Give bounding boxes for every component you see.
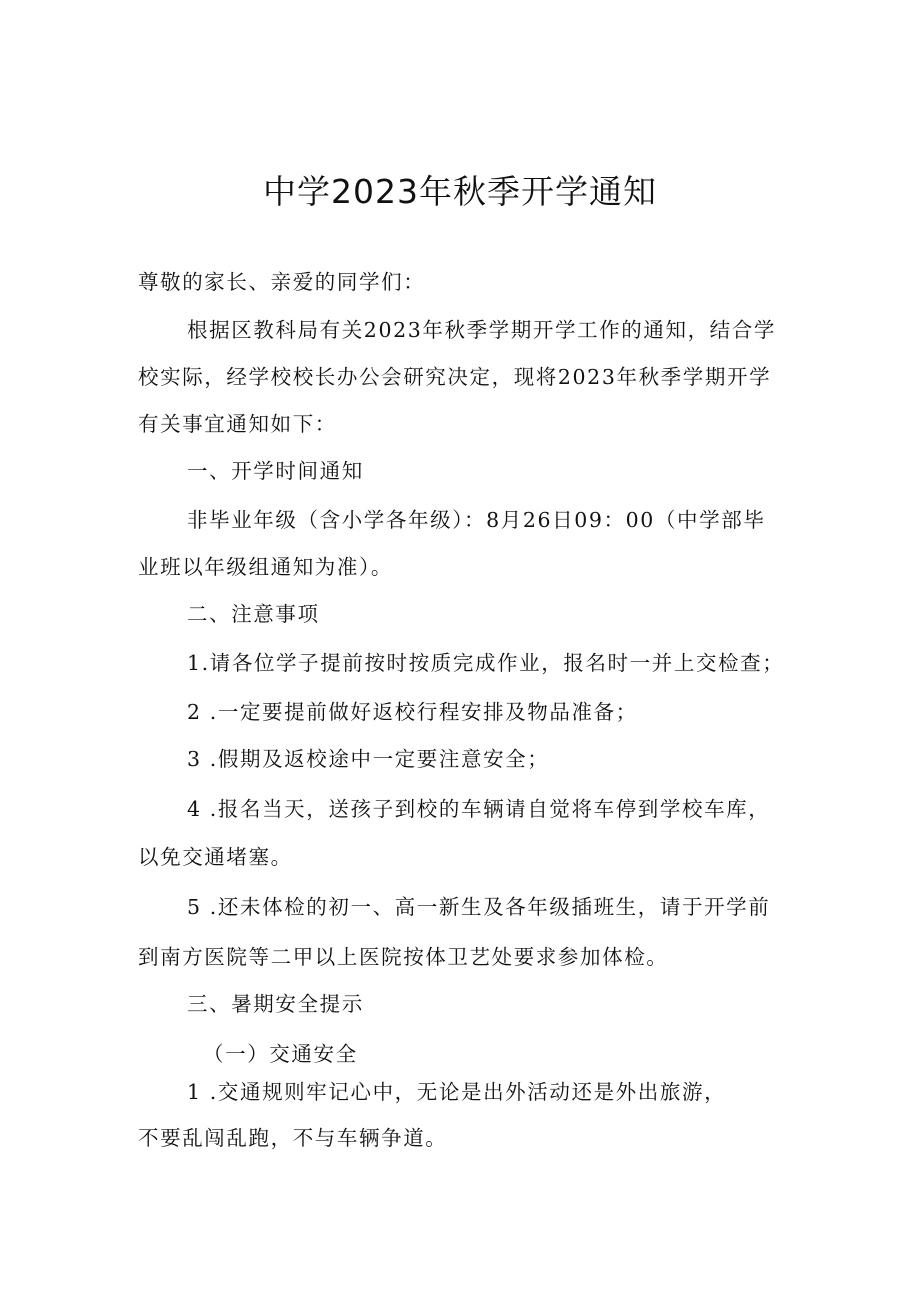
salutation: 尊敬的家长、亲爱的同学们： [138,270,426,294]
notice-item-1: 1.请各位学子提前按时按质完成作业，报名时一并上交检查； [187,651,785,675]
intro-line-1: 根据区教科局有关2023年秋季学期开学工作的通知，结合学 [187,318,776,342]
section-heading-3: 三、暑期安全提示 [187,992,364,1016]
intro-line-3: 有关事宜通知如下： [138,412,337,436]
intro-line-2: 校实际，经学校校长办公会研究决定，现将2023年秋季学期开学 [138,365,772,389]
section-heading-1: 一、开学时间通知 [187,459,364,483]
subsection-heading-traffic: （一）交通安全 [203,1042,358,1066]
notice-item-4-line-2: 以免交通堵塞。 [138,845,293,869]
notice-item-3: 3 .假期及返校途中一定要注意安全； [187,747,550,771]
notice-item-5-line-2: 到南方医院等二甲以上医院按体卫艺处要求参加体检。 [138,945,669,969]
notice-item-5-line-1: 5 .还未体检的初一、高一新生及各年级插班生，请于开学前 [187,895,771,919]
notice-item-4-line-1: 4 .报名当天，送孩子到校的车辆请自觉将车停到学校车库， [187,797,771,821]
traffic-item-1-line-1: 1 .交通规则牢记心中，无论是出外活动还是外出旅游， [187,1080,727,1104]
notice-item-2: 2 .一定要提前做好返校行程安排及物品准备； [187,700,638,724]
time-line-1: 非毕业年级（含小学各年级）：8月26日09：00（中学部毕 [187,508,766,532]
traffic-item-1-line-2: 不要乱闯乱跑，不与车辆争道。 [138,1126,448,1150]
section-heading-2: 二、注意事项 [187,602,320,626]
time-line-2: 业班以年级组通知为准）。 [138,555,393,579]
page-title: 中学2023年秋季开学通知 [263,172,657,211]
